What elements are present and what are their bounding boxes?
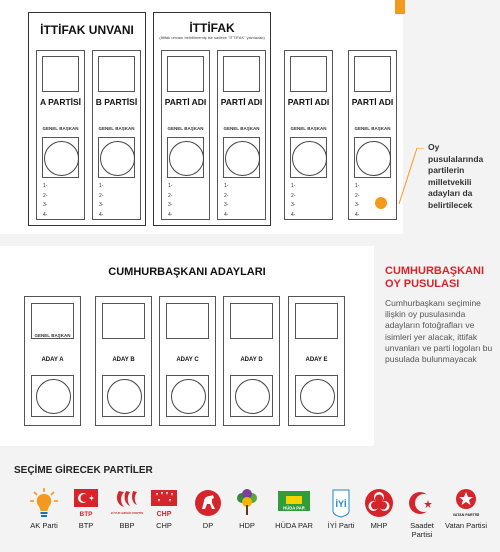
stamp-circle (102, 375, 145, 417)
candidate-column-a (24, 296, 81, 426)
candidate-list (99, 182, 103, 220)
candidate-list (224, 182, 228, 220)
orange-tab (395, 0, 405, 14)
candidate-photo-box (31, 303, 74, 339)
party-btp (63, 487, 109, 530)
candidate-name: ADAY A (41, 357, 64, 363)
party-name: PARTİ ADI (287, 97, 330, 107)
party-name: B PARTİSİ (95, 97, 138, 107)
callout-text: Oy pusulalarında partilerin milletvekili adayları da belirtilecek (428, 142, 484, 210)
dp-horse-icon (192, 487, 224, 519)
candidate-name: ADAY C (176, 357, 199, 363)
candidate-number: 3 - (43, 201, 47, 211)
candidate-name: ADAY E (305, 357, 328, 363)
ballot-column-party-a (36, 50, 85, 220)
presidential-ballot-description: Cumhurbaşkanı seçimine ilişkin oy pusulasında adayların fotoğrafları ve isimleri yer alacak, ittifak unvanları ve parti logoları bu pusulada bulunmayacak (385, 298, 493, 365)
party-ak-parti (21, 487, 67, 530)
candidate-number: 2 - (168, 192, 172, 202)
badge-text: HÜDA PAR (283, 505, 305, 511)
party-label: BTP (78, 521, 94, 530)
vatan-star-icon (450, 487, 482, 519)
presidential-ballot-title: CUMHURBAŞKANI ADAYLARI (108, 266, 266, 278)
general-leader-label: GENEL BAŞKAN (290, 126, 327, 131)
candidate-number: 1 - (224, 182, 228, 192)
general-leader-label: GENEL BAŞKAN (354, 126, 391, 131)
candidate-number: 4 - (99, 211, 103, 221)
general-leader-label: GENEL BAŞKAN (98, 126, 135, 131)
party-label: İYİ Parti (327, 521, 355, 530)
hdp-tree-icon (231, 487, 263, 519)
general-leader-label: GENEL BAŞKAN (34, 333, 71, 338)
party-name: PARTİ ADI (220, 97, 263, 107)
candidate-column-c (159, 296, 216, 426)
candidate-list (43, 182, 47, 220)
badge-text: BTP (79, 511, 93, 518)
candidate-number: 3 - (355, 201, 359, 211)
candidate-column-b (95, 296, 152, 426)
party-mhp (356, 487, 402, 530)
alliance-title-heading: İTTİFAK UNVANI (40, 23, 134, 37)
party-label: BBP (119, 521, 135, 530)
logo-box (290, 56, 327, 92)
party-label: HÜDA PAR (275, 521, 313, 530)
party-name: A PARTİSİ (39, 97, 82, 107)
stamp-circle (166, 375, 209, 417)
candidate-list (291, 182, 295, 220)
logo-box (42, 56, 79, 92)
party-label: CHP (156, 521, 172, 530)
badge-text: CHP (156, 511, 172, 518)
stamp-circle (98, 137, 135, 178)
badge-text: BÜYÜK BİRLİK PARTİSİ (111, 511, 143, 515)
general-leader-label: GENEL BAŞKAN (167, 126, 204, 131)
party-label: HDP (239, 521, 255, 530)
stamp-circle (42, 137, 79, 178)
stamp-circle (167, 137, 204, 178)
candidate-number: 1 - (168, 182, 172, 192)
ak-parti-bulb-icon (28, 487, 60, 519)
candidate-number: 2 - (43, 192, 47, 202)
iyi-parti-icon (325, 487, 357, 519)
party-hdp (224, 487, 270, 530)
callout-pointer (373, 148, 429, 212)
candidate-list (168, 182, 172, 220)
candidate-list (355, 182, 359, 220)
stamp-circle (230, 375, 273, 417)
party-huda-par (271, 487, 317, 530)
party-label: MHP (370, 521, 388, 530)
candidate-photo-box (166, 303, 209, 339)
stamp-circle (223, 137, 260, 178)
presidential-ballot-heading: CUMHURBAŞKANI OY PUSULASI (385, 265, 484, 290)
candidate-number: 4 - (355, 211, 359, 221)
candidate-number: 1 - (43, 182, 47, 192)
candidate-number: 1 - (99, 182, 103, 192)
candidate-number: 4 - (291, 211, 295, 221)
logo-box (354, 56, 391, 92)
logo-box (167, 56, 204, 92)
general-leader-label: GENEL BAŞKAN (223, 126, 260, 131)
mhp-crescents-icon (363, 487, 395, 519)
candidate-number: 2 - (224, 192, 228, 202)
general-leader-label: GENEL BAŞKAN (42, 126, 79, 131)
saadet-crescent-icon (406, 487, 438, 519)
btp-logo-icon (70, 487, 102, 519)
candidate-number: 3 - (99, 201, 103, 211)
candidate-number: 4 - (224, 211, 228, 221)
bbp-logo-icon (111, 487, 143, 519)
ballot-column-party-3 (284, 50, 333, 220)
badge-text: İYİ (335, 499, 347, 509)
candidate-photo-box (230, 303, 273, 339)
candidate-number: 4 - (43, 211, 47, 221)
party-name: PARTİ ADI (164, 97, 207, 107)
party-vatan (443, 487, 489, 530)
alliance-heading: İTTİFAK (189, 21, 235, 35)
party-label: Vatan Partisi (445, 521, 487, 530)
logo-box (98, 56, 135, 92)
party-chp (141, 487, 187, 530)
party-name: PARTİ ADI (351, 97, 394, 107)
party-label: DP (202, 521, 214, 530)
candidate-number: 1 - (291, 182, 295, 192)
stamp-circle (31, 375, 74, 417)
party-label: Saadet Partisi (410, 521, 434, 539)
ballot-column-party-2 (217, 50, 266, 220)
parties-heading: SEÇİME GİRECEK PARTİLER (14, 465, 153, 476)
stamp-circle (295, 375, 338, 417)
candidate-number: 2 - (355, 192, 359, 202)
stamp-circle (290, 137, 327, 178)
party-ballot-panel (0, 0, 403, 234)
badge-text: VATAN PARTİSİ (452, 513, 480, 517)
candidate-name: ADAY B (112, 357, 135, 363)
candidate-photo-box (102, 303, 145, 339)
candidate-column-d (223, 296, 280, 426)
candidate-number: 4 - (168, 211, 172, 221)
candidate-number: 3 - (224, 201, 228, 211)
chp-arrows-icon (148, 487, 180, 519)
huda-par-icon (278, 487, 310, 519)
party-saadet (399, 487, 445, 539)
candidate-photo-box (295, 303, 338, 339)
candidate-number: 2 - (99, 192, 103, 202)
candidate-column-e (288, 296, 345, 426)
party-label: AK Parti (30, 521, 58, 530)
candidate-name: ADAY D (240, 357, 263, 363)
ballot-column-party-1 (161, 50, 210, 220)
candidate-number: 1 - (355, 182, 359, 192)
alliance-note: (İttifak unvanı belirtilmemiş ise sadece "İTTİFAK" yazılacak) (159, 35, 265, 40)
candidate-number: 3 - (291, 201, 295, 211)
logo-box (223, 56, 260, 92)
candidate-number: 3 - (168, 201, 172, 211)
candidate-number: 2 - (291, 192, 295, 202)
ballot-column-party-b (92, 50, 141, 220)
